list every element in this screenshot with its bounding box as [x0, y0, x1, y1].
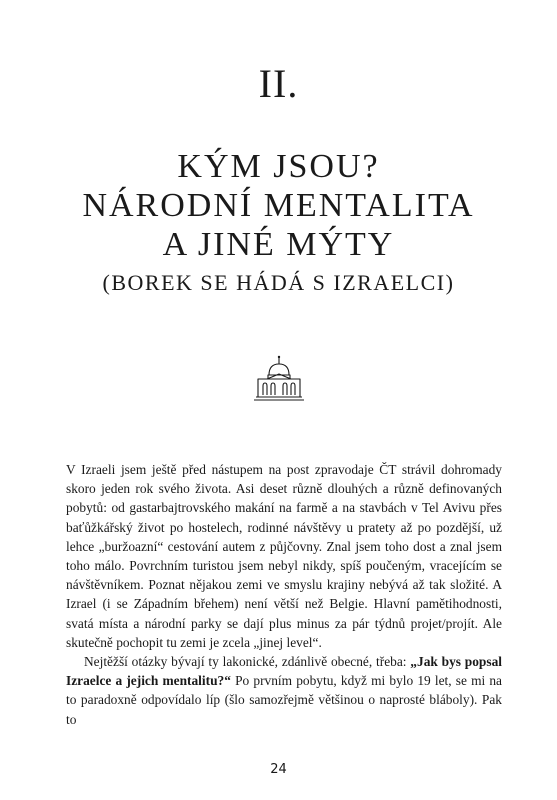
paragraph-2-question: „Jak bys popsal Izraelce a jejich mentalitu?“ — [66, 654, 502, 689]
paragraph-2 — [66, 652, 502, 729]
dome-of-the-rock-icon — [253, 355, 305, 403]
chapter-title-line-3: A JINÉ MÝTY — [162, 226, 395, 263]
chapter-title-line-2: NÁRODNÍ MENTALITA — [82, 187, 475, 224]
paragraph-1: V Izraeli jsem ještě před nástupem na post zpravodaje ČT strávil dohromady skoro jeden rok svého života. Asi deset různě dlouhých a různě definovaných pobytů: od gastarbajtrovského makání na farmě a na stavbách v Tel Avivu přes baťůžkářský život po hostelech, rodinné návštěvy u pratety až po pozdější, už lehce „buržoazní“ cestování autem z půjčovny. Znal jsem toho dost a znal jsem toho málo. Povrchním turistou jsem nebyl nikdy, spíš poučeným, vracejícím se návštěvníkem. Poznat nějakou zemi ve smyslu krajiny nebývá až tak složité. A Izrael (i se Západním břehem) není větší než Belgie. Hlavní pamětihodnosti, svatá místa a národní parky se dají plus minus za pár týdnů projet/projít. Ale skutečně pochopit tu zemi je zcela „jinej level“. — [66, 462, 502, 650]
chapter-title-line-1: KÝM JSOU? — [177, 148, 380, 185]
chapter-subtitle: (BOREK SE HÁDÁ S IZRAELCI) — [102, 270, 455, 295]
paragraph-2-continuation: Po prvním pobytu, když mi bylo 19 let, se mi na to paradoxně odpovídalo líp (šlo samozřejmě většinou o naprosté bláboly). Pak to — [66, 673, 503, 727]
page-number: 24 — [270, 762, 287, 777]
chapter-number: II. — [258, 61, 299, 106]
paragraph-2-intro: Nejtěžší otázky bývají ty lakonické, zdánlivě obecné, třeba: — [84, 654, 411, 670]
body-text — [66, 460, 502, 729]
